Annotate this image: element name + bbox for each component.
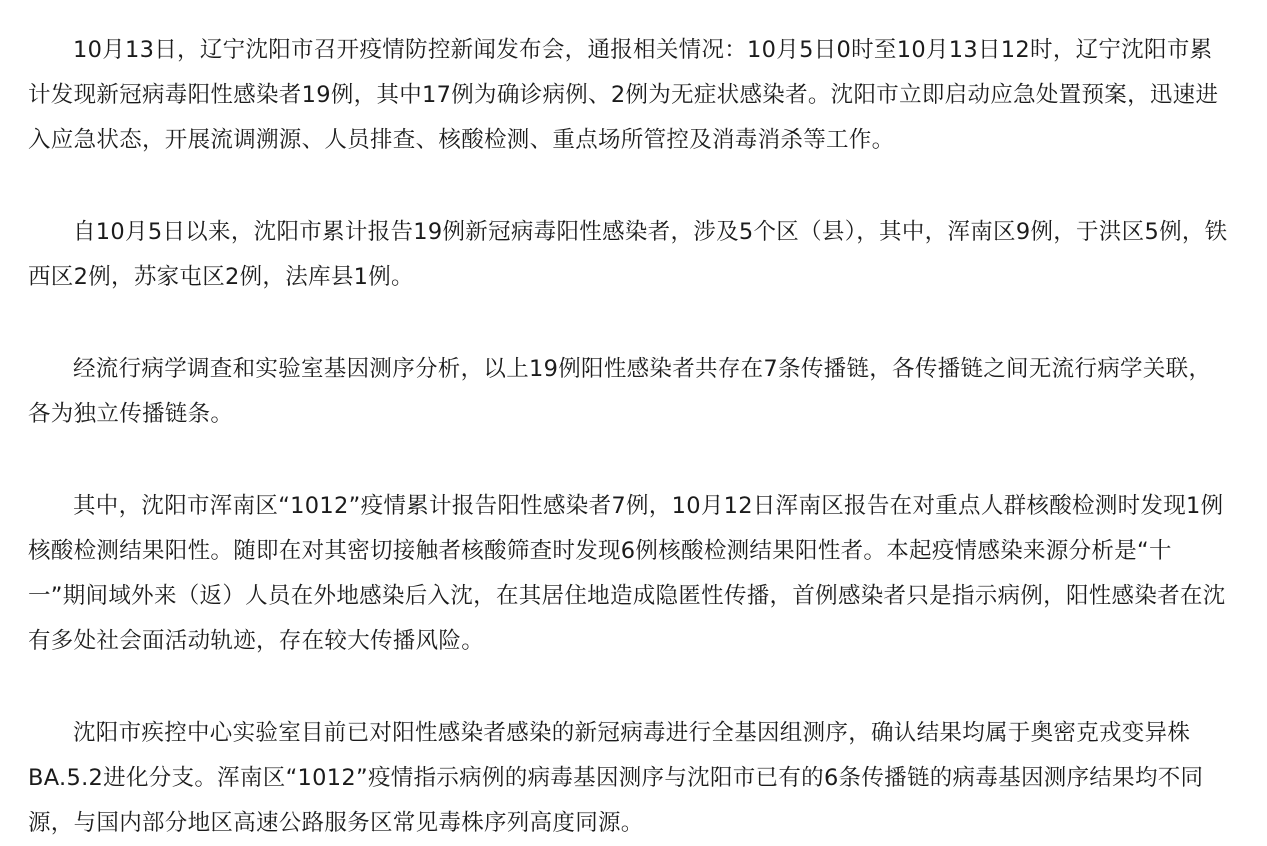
paragraph-district-breakdown: 自10月5日以来，沈阳市累计报告19例新冠病毒阳性感染者，涉及5个区（县），其中，浑南区9例，于洪区5例，铁西区2例，苏家屯区2例，法库县1例。 <box>28 219 1228 290</box>
article-body <box>28 28 1228 846</box>
paragraph-hunnan-outbreak: 其中，沈阳市浑南区“1012”疫情累计报告阳性感染者7例，10月12日浑南区报告在对重点人群核酸检测时发现1例核酸检测结果阳性。随即在对其密切接触者核酸筛查时发现6例核酸检测结果阳性者。本起疫情感染来源分析是“十一”期间域外来（返）人员在外地感染后入沈，在其居住地造成隐匿性传播，首例感染者只是指示病例，阳性感染者在沈有多处社会面活动轨迹，存在较大传播风险。 <box>28 493 1226 654</box>
paragraph-genome-sequencing: 沈阳市疾控中心实验室目前已对阳性感染者感染的新冠病毒进行全基因组测序，确认结果均属于奥密克戎变异株BA.5.2进化分支。浑南区“1012”疫情指示病例的病毒基因测序与沈阳市已有的6条传播链的病毒基因测序结果均不同源，与国内部分地区高速公路服务区常见毒株序列高度同源。 <box>28 720 1204 836</box>
paragraph-announcement: 10月13日，辽宁沈阳市召开疫情防控新闻发布会，通报相关情况：10月5日0时至10月13日12时，辽宁沈阳市累计发现新冠病毒阳性感染者19例，其中17例为确诊病例、2例为无症状感染者。沈阳市立即启动应急处置预案，迅速进入应急状态，开展流调溯源、人员排查、核酸检测、重点场所管控及消毒消杀等工作。 <box>28 37 1219 153</box>
paragraph-transmission-chains: 经流行病学调查和实验室基因测序分析，以上19例阳性感染者共存在7条传播链，各传播链之间无流行病学关联，各为独立传播链条。 <box>28 356 1212 427</box>
